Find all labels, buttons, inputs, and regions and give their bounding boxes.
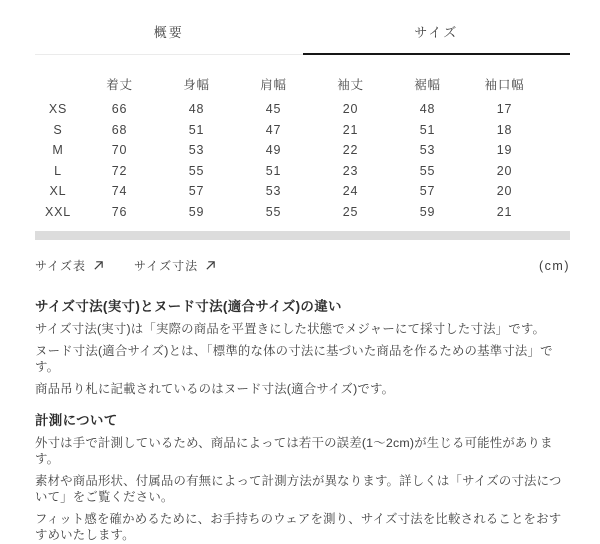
arrow-up-right-icon xyxy=(205,260,216,271)
size-value: 20 xyxy=(496,184,513,199)
size-value: 57 xyxy=(188,184,205,199)
table-row xyxy=(35,161,543,182)
info-section xyxy=(35,299,572,398)
size-value: 25 xyxy=(342,204,359,219)
arrow-up-right-icon xyxy=(93,260,104,271)
size-label: L xyxy=(54,163,62,178)
size-value: 72 xyxy=(111,163,128,178)
size-value: 23 xyxy=(342,163,359,178)
size-value: 47 xyxy=(265,122,282,137)
column-header: 身幅 xyxy=(183,78,210,92)
table-row xyxy=(35,181,543,202)
size-label: S xyxy=(53,122,63,137)
table-row xyxy=(35,140,543,161)
size-value: 20 xyxy=(496,163,513,178)
size-value: 59 xyxy=(419,204,436,219)
size-value: 22 xyxy=(342,143,359,158)
size-value: 24 xyxy=(342,184,359,199)
size-value: 66 xyxy=(111,102,128,117)
size-label: XXL xyxy=(44,204,72,219)
tab-bar xyxy=(35,22,570,55)
section-paragraph: 素材や商品形状、付属品の有無によって計測方法が異なります。詳しくは「サイズの寸法について」をご覧ください。 xyxy=(35,474,562,505)
size-value: 18 xyxy=(496,122,513,137)
table-scrollbar[interactable] xyxy=(35,231,570,240)
column-header: 袖口幅 xyxy=(484,78,525,92)
column-header: 裾幅 xyxy=(414,78,441,92)
section-paragraph: 外寸は手で計測しているため、商品によっては若干の誤差(1〜2cm)が生じる可能性があります。 xyxy=(35,436,553,466)
corner-header-cell xyxy=(35,69,81,99)
size-value: 45 xyxy=(265,102,282,117)
table-header-row xyxy=(35,69,543,99)
size-value: 57 xyxy=(419,184,436,199)
size-value: 76 xyxy=(111,204,128,219)
size-value: 55 xyxy=(188,163,205,178)
table-row xyxy=(35,202,543,223)
size-value: 51 xyxy=(265,163,282,178)
size-value: 21 xyxy=(342,122,359,137)
size-measure-link[interactable] xyxy=(134,257,216,274)
column-header: 肩幅 xyxy=(260,78,287,92)
section-paragraph: フィット感を確かめるために、お手持ちのウェアを測り、サイズ寸法を比較されることをおすすめいたします。 xyxy=(35,512,562,543)
size-measure-link-label: サイズ寸法 xyxy=(134,259,199,273)
section-heading: サイズ寸法(実寸)とヌード寸法(適合サイズ)の違い xyxy=(35,299,342,314)
tab-overview[interactable]: 概要 xyxy=(35,22,303,55)
links-row xyxy=(35,257,570,274)
size-value: 51 xyxy=(188,122,205,137)
info-sections xyxy=(35,299,572,544)
size-chart-link[interactable] xyxy=(35,257,104,274)
size-value: 51 xyxy=(419,122,436,137)
size-value: 55 xyxy=(419,163,436,178)
size-label: M xyxy=(52,143,64,158)
unit-label: (cm) xyxy=(539,258,570,273)
size-value: 53 xyxy=(419,143,436,158)
size-value: 21 xyxy=(496,204,513,219)
size-value: 20 xyxy=(342,102,359,117)
size-value: 48 xyxy=(419,102,436,117)
size-value: 19 xyxy=(496,143,513,158)
size-value: 53 xyxy=(188,143,205,158)
size-label: XL xyxy=(49,184,67,199)
size-value: 68 xyxy=(111,122,128,137)
size-chart-link-label: サイズ表 xyxy=(35,259,87,273)
info-section xyxy=(35,413,572,544)
tab-size[interactable]: サイズ xyxy=(303,22,571,55)
section-paragraph: ヌード寸法(適合サイズ)とは、「標準的な体の寸法に基づいた商品を作るための基準寸法」です。 xyxy=(35,344,553,375)
section-paragraph: サイズ寸法(実寸)は「実際の商品を平置きにした状態でメジャーにて採寸した寸法」です。 xyxy=(35,322,546,336)
size-value: 74 xyxy=(111,184,128,199)
table-row xyxy=(35,99,543,120)
column-header: 袖丈 xyxy=(337,78,364,92)
size-table xyxy=(35,69,543,222)
size-label: XS xyxy=(48,102,68,117)
size-value: 48 xyxy=(188,102,205,117)
size-table-body xyxy=(35,99,543,222)
size-value: 53 xyxy=(265,184,282,199)
section-paragraph: 商品吊り札に記載されているのはヌード寸法(適合サイズ)です。 xyxy=(35,382,395,397)
size-value: 59 xyxy=(188,204,205,219)
size-value: 17 xyxy=(496,102,513,117)
table-row xyxy=(35,120,543,141)
column-header: 着丈 xyxy=(106,78,133,92)
section-heading: 計測について xyxy=(35,413,118,429)
size-value: 70 xyxy=(111,143,128,158)
size-value: 49 xyxy=(265,143,282,158)
size-value: 55 xyxy=(265,204,282,219)
